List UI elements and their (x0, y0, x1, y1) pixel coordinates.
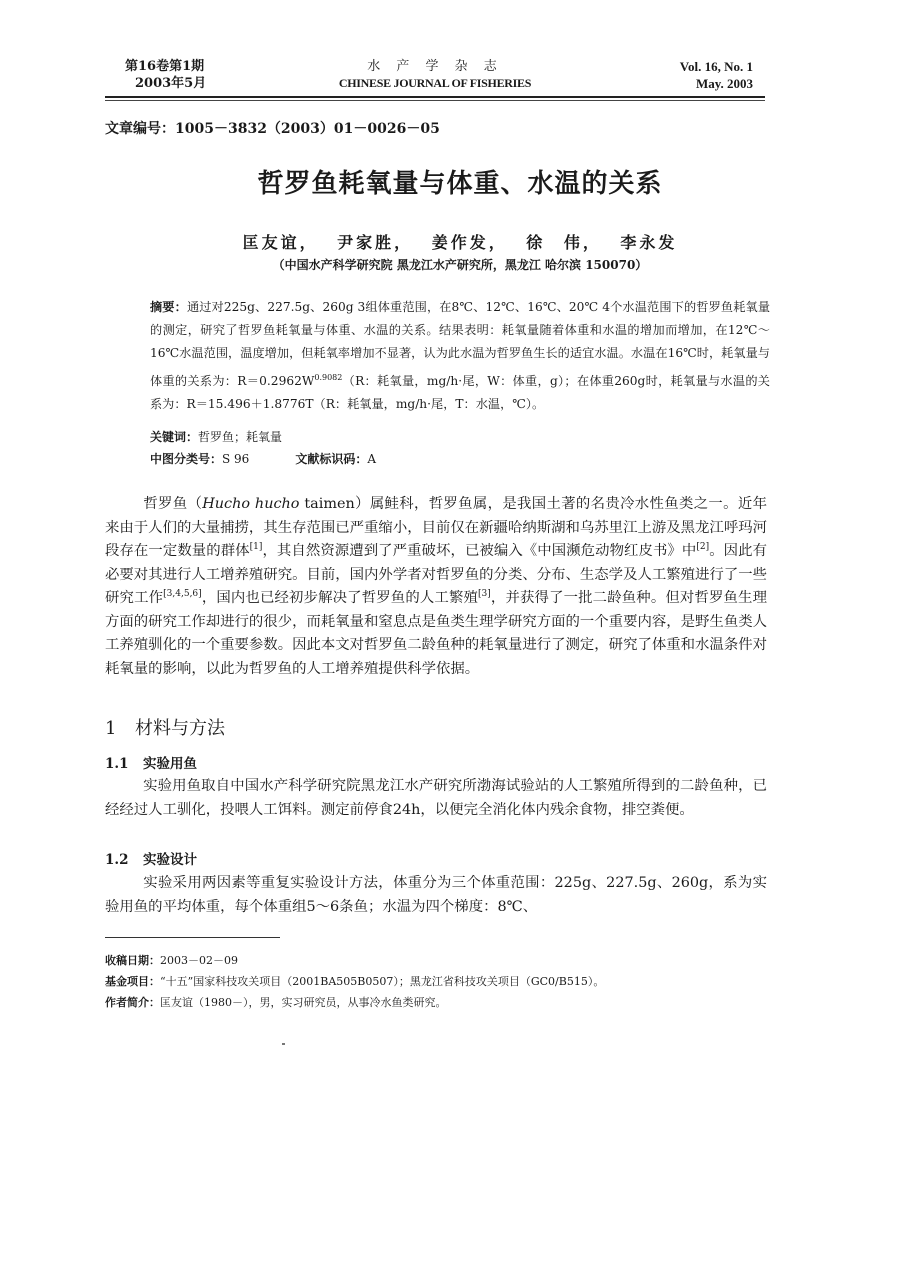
abstract-label: 摘要： (150, 300, 187, 314)
affiliation: （中国水产科学研究院 黑龙江水产研究所，黑龙江 哈尔滨 150070） (272, 258, 648, 272)
funding-label: 基金项目： (105, 975, 160, 988)
paragraph-text: 实验采用两因素等重复实验设计方法，体重分为三个体重范围：225g、227.5g、260g，系为实验用鱼的平均体重，每个体重组5～6条鱼；水温为四个梯度：8℃、 (105, 875, 767, 915)
received-date: 2003－02－09 (160, 954, 238, 967)
intro-latin-name: Hucho hucho (202, 496, 300, 512)
citation-ref: [2] (696, 542, 710, 553)
header-rule-thick (105, 96, 765, 98)
footnote-received (105, 952, 238, 968)
subsection-number: 1.2 (105, 852, 129, 868)
clc-label: 中图分类号： (150, 452, 223, 466)
footnote-rule (105, 937, 280, 938)
author-list: 匡友谊， 尹家胜， 姜作发， 徐 伟， 李永发 (242, 233, 678, 252)
article-number: 文章编号：1005－3832（2003）01－0026－05 (105, 121, 440, 137)
header-rule-thin (105, 100, 765, 101)
footnote-funding (105, 973, 604, 989)
intro-paragraph (105, 493, 767, 681)
abstract-exponent: 0.9082 (314, 372, 343, 382)
subsection-heading (105, 848, 197, 868)
citation-ref: [3,4,5,6] (163, 589, 202, 600)
journal-name-en: CHINESE JOURNAL OF FISHERIES (338, 76, 532, 90)
abstract-text: 通过对225g、227.5g、260g 3组体重范围，在8℃、12℃、16℃、20℃ 4个水温范围下的哲罗鱼耗氧量的测定，研究了哲罗鱼耗氧量与体重、水温的关系。结果表明：耗氧量随着体重和水温的增加而增加，在12℃～16℃水温范围，温度增加，但耗氧率增加不显著，认为此水温为哲罗鱼生长的适宜水温。水温在16℃时，耗氧量与体重的关系为：R＝0.2962W (150, 300, 771, 388)
intro-text-6: ，并获得了一批二龄鱼种。但对哲罗鱼生理方面的研究工作却进行的很少，而耗氧量和窒息点是鱼类生理学研究方面的一个重要内容，是野生鱼类人工养殖驯化的一个重要参数。因此本文对哲罗鱼二龄鱼种的耗氧量进行了测定，研究了体重和水温条件对耗氧量的影响，以此为哲罗鱼的人工增养殖提供科学依据。 (105, 590, 767, 677)
keywords-label: 关键词： (150, 430, 199, 444)
paragraph-text: 实验用鱼取自中国水产科学研究院黑龙江水产研究所渤海试验站的人工繁殖所得到的二龄鱼种，已经经过人工驯化，投喂人工饵料。测定前停食24h，以便完全消化体内残余食物，排空粪便。 (105, 778, 767, 818)
subsection-number: 1.1 (105, 756, 129, 772)
body-paragraph (105, 775, 767, 822)
header-right (680, 58, 753, 92)
footnote-author-bio (105, 994, 447, 1010)
body-paragraph (105, 872, 767, 919)
date-cn: 2003年5月 (135, 76, 207, 91)
abstract (150, 296, 770, 416)
author-bio-text: 匡友谊（1980－），男，实习研究员，从事冷水鱼类研究。 (160, 996, 447, 1009)
intro-text-5: ，国内也已经初步解决了哲罗鱼的人工繁殖 (201, 590, 479, 606)
funding-text: “十五”国家科技攻关项目（2001BA505B0507）；黑龙江省科技攻关项目（GC0/B515）。 (160, 975, 605, 988)
citation-ref: [1] (249, 542, 263, 553)
section-number: 1 (105, 718, 117, 739)
paper-title: 哲罗鱼耗氧量与体重、水温的关系 (257, 169, 663, 199)
intro-text-3: ，其自然资源遭到了严重破坏，已被编入《中国濒危动物红皮书》中 (262, 543, 697, 559)
keywords-text: 哲罗鱼；耗氧量 (198, 430, 283, 444)
keywords (150, 428, 282, 445)
doc-code-value: A (367, 452, 377, 466)
author-bio-label: 作者简介： (105, 996, 160, 1009)
abstract-text-cont: （R：耗氧量，mg/h·尾，W：体重，g）；在体重260g时，耗氧量与水温的关系为：R＝15.496＋1.8776T（R：耗氧量，mg/h·尾，T：水温，℃）。 (150, 373, 770, 411)
section-title: 材料与方法 (135, 718, 225, 739)
header-center (105, 58, 765, 92)
intro-text-4: 。因此有必要对其进行人工增养殖研究。目前，国内外学者对哲罗鱼的分类、分布、生态学及人工繁殖进行了一些研究工作 (105, 543, 767, 606)
running-header (105, 58, 765, 98)
received-label: 收稿日期： (105, 954, 160, 967)
section-heading (105, 714, 225, 740)
date-en: May. 2003 (695, 76, 753, 91)
intro-text-2: taimen）属鲑科，哲罗鱼属，是我国土著的名贵冷水性鱼类之一。近年来由于人们的大量捕捞，其生存范围已严重缩小，目前仅在新疆哈纳斯湖和乌苏里江上游及黑龙江呼玛河段存在一定数量的群体 (105, 496, 767, 559)
subsection-title: 实验设计 (143, 852, 197, 868)
scan-speck (282, 1043, 285, 1045)
volume-issue-en: Vol. 16, No. 1 (679, 59, 753, 74)
doc-code-label: 文献标识码： (295, 452, 368, 466)
clc-value: S 96 (222, 452, 250, 466)
volume-issue-cn: 第16卷第1期 (125, 59, 205, 74)
subsection-title: 实验用鱼 (143, 756, 197, 772)
citation-ref: [3] (478, 589, 491, 600)
classification (150, 450, 376, 467)
journal-name-cn: 水 产 学 杂 志 (367, 59, 503, 74)
intro-text-1: 哲罗鱼（ (143, 496, 203, 512)
subsection-heading (105, 752, 197, 772)
